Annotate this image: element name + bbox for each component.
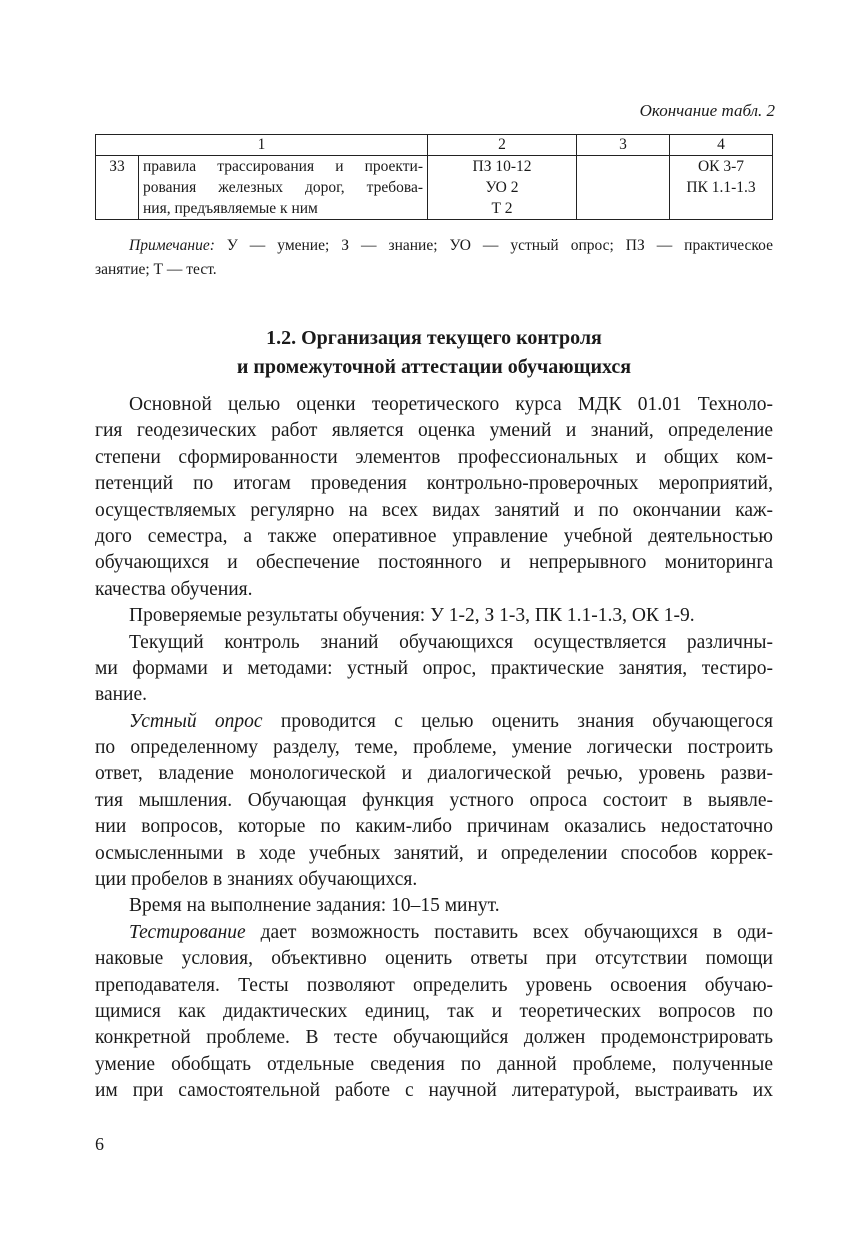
text-line	[95, 709, 773, 735]
competencies-line: ОК 3-7	[697, 158, 745, 175]
text-line: Основной целью оценки теоретического курса МДК 01.01 Техноло-	[129, 394, 773, 415]
text-line: конкретной проблеме. В тесте обучающийся должен продемонстрировать	[95, 1027, 773, 1049]
text-fragment: дает возможность поставить всех обучающихся в оди-	[245, 921, 773, 943]
text-line: вание.	[95, 684, 148, 706]
text-line: осуществляемых регулярно на всех видах занятий и по окончании каж-	[95, 499, 773, 521]
note-text: У — умение; З — знание; УО — устный опрос; ПЗ — практическое	[214, 237, 773, 254]
text-line: осмысленными в ходе учебных занятий, и определении способов коррек-	[95, 842, 773, 864]
text-line: ми формами и методами: устный опрос, практические занятия, тестиро-	[95, 657, 773, 679]
text-line: по определенному разделу, теме, проблеме, умение логически построить	[95, 737, 773, 759]
row-empty-cell	[577, 156, 670, 220]
text-line: преподавателя. Тесты позволяют определить уровень освоения обучаю-	[95, 974, 773, 996]
header-cell-2: 2	[428, 135, 577, 156]
header-cell-3: 3	[577, 135, 670, 156]
continuation-table	[95, 134, 773, 220]
paragraph	[95, 392, 773, 603]
text-line: Проверяемые результаты обучения: У 1-2, З 1-3, ПК 1.1-1.3, ОК 1-9.	[129, 605, 695, 627]
table-header-row	[96, 135, 773, 156]
table-row	[96, 156, 773, 220]
description-line: рования железных дорог, требова-	[143, 179, 423, 196]
text-line: Время на выполнение задания: 10–15 минут.	[129, 895, 500, 917]
paragraph	[95, 630, 773, 709]
text-line: ции пробелов в знаниях обучающихся.	[95, 869, 418, 891]
text-line: гия геодезических работ является оценка умений и знаний, определение	[95, 420, 773, 442]
paragraph	[95, 893, 773, 919]
text-fragment: проводится с целью оценить знания обучающегося	[262, 710, 774, 732]
paragraph	[95, 709, 773, 894]
text-line: им при самостоятельной работе с научной литературой, выстраивать их	[95, 1080, 773, 1102]
description-line: правила трассирования и проекти-	[143, 158, 423, 175]
body-text	[95, 392, 773, 1105]
text-line: обучающихся и обеспечение постоянного и непрерывного мониторинга	[95, 552, 773, 574]
section-heading	[95, 324, 773, 382]
term-testing: Тестирование	[129, 921, 246, 943]
text-line: Текущий контроль знаний обучающихся осуществляется различны-	[129, 631, 773, 653]
forms-line: ПЗ 10-12	[472, 158, 532, 175]
page-number: 6	[95, 1134, 104, 1154]
row-competencies-cell	[670, 156, 773, 220]
header-cell-1: 1	[96, 135, 428, 156]
text-line: дого семестра, а также оперативное управление учебной деятельностью	[95, 525, 773, 547]
term-oral-survey: Устный опрос	[129, 710, 263, 732]
note-label: Примечание:	[129, 237, 215, 254]
description-line: ния, предъявляемые к ним	[143, 200, 318, 217]
note-text: занятие; Т — тест.	[95, 261, 217, 278]
text-line: тия мышления. Обучающая функция устного опроса состоит в выявле-	[95, 789, 773, 811]
text-line: умение обобщать отдельные сведения по данной проблеме, полученные	[95, 1053, 773, 1075]
text-line	[95, 920, 773, 946]
paragraph	[95, 603, 773, 629]
forms-line: Т 2	[491, 200, 513, 217]
text-line: наковые условия, объективно оценить ответы при отсутствии помощи	[95, 948, 773, 970]
table-caption: Окончание табл. 2	[639, 101, 775, 120]
text-line: степени сформированности элементов профессиональных и общих ком-	[95, 446, 773, 468]
text-line: щимися как дидактических единиц, так и теоретических вопросов по	[95, 1000, 773, 1022]
forms-line: УО 2	[485, 179, 519, 196]
paragraph	[95, 920, 773, 1105]
section-title-line: и промежуточной аттестации обучающихся	[236, 356, 632, 378]
text-line: ответ, владение монологической и диалогической речью, уровень разви-	[95, 763, 773, 785]
competencies-line: ПК 1.1-1.3	[686, 179, 756, 196]
text-line: петенций по итогам проведения контрольно-проверочных мероприятий,	[95, 473, 773, 495]
section-title-line: 1.2. Организация текущего контроля	[266, 327, 602, 349]
table-note	[95, 234, 773, 282]
row-description-cell	[139, 156, 428, 220]
row-forms-cell	[428, 156, 577, 220]
text-line: качества обучения.	[95, 578, 253, 600]
row-code-cell: З3	[96, 156, 139, 220]
header-cell-4: 4	[670, 135, 773, 156]
text-line: нии вопросов, которые по каким-либо причинам оказались недостаточно	[95, 816, 773, 838]
